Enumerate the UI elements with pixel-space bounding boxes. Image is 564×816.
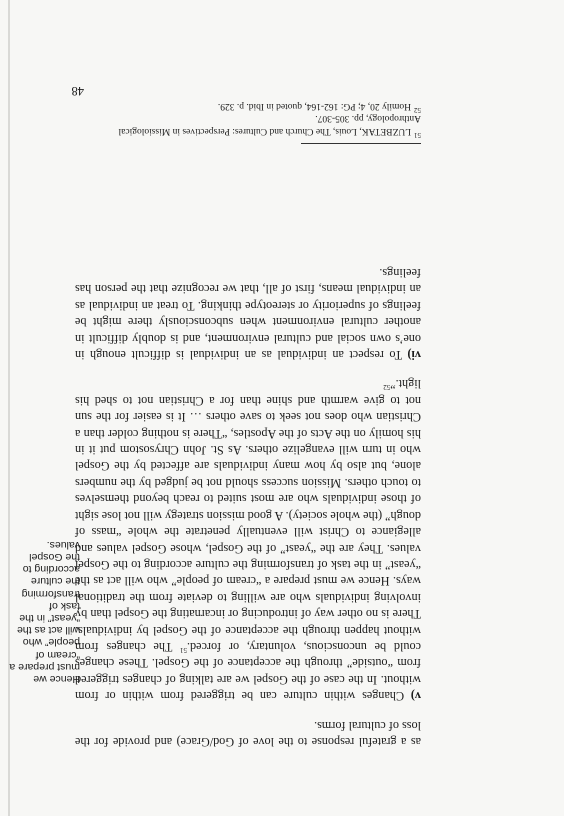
footnote-ref-52[interactable]: 52: [383, 383, 391, 392]
page-number: 48: [71, 84, 84, 98]
paragraph-intro-text: as a grateful response to the love of God/Grace) and provide for the loss of cultural forms.: [75, 718, 421, 749]
footnotes-section: [71, 100, 421, 138]
paragraph-intro: [75, 717, 421, 750]
paragraph-vi-text: To respect an individual as an individual is difficult enough in one’s own social and cultural environment, and is doubly difficult in another cultural environment when subconsciously there might be feelings of superiority or stereotype thinking. To treat an individual as an individual means, first of all, that we recognize that the person has feelings.: [75, 266, 421, 363]
paragraph-v-text: Changes within culture can be triggered from within or from without. In the case of the Gospel we are talking of changes triggered from “outside” through the acceptance of the Gospel. These changes could be unconscious, voluntary, or forced.: [75, 639, 421, 704]
footnote-text: LUZBETAK, Louis, The Church and Cultures: Perspectives in Missiological Anthropology, pp. 305-307.: [118, 113, 421, 136]
footnote-51: [71, 112, 421, 140]
paragraph-v: [75, 376, 421, 704]
margin-callout: Hence we must prepare a “cream of people” who will act as the “yeast” in the task of transforming the culture according to the Gospel values.: [9, 538, 80, 685]
footnote-text: Homily 20, 4; PG: 162-164, quoted in Ibid. p. 329.: [217, 101, 411, 111]
main-text-column: [75, 252, 421, 750]
footnote-separator: [301, 143, 421, 144]
footnote-number: 51: [414, 131, 421, 140]
paragraph-vi-marker: vi): [407, 348, 421, 363]
paragraph-vi: [75, 265, 421, 363]
paragraph-v-marker: v): [410, 689, 421, 704]
paragraph-v-continued: The changes from without happen through the acceptance of the Gospel by individuals. There is no other way of introducing or incarnating the Gospel than by involving individuals who are willing to deviate from the traditional ways. Hence we must prepare a “cream of people” who will act as the “yeast” in the task of transforming the culture according to the Gospel values. They are the “yeast” of the Gospel, whose Gospel values and allegiance to Christ will eventually penetrate the whole “mass of dough” (the whole society). A good mission strategy will not lose sight of those individuals who are most suited to reach beyond themselves to touch others. Mission success should not be judged by the numbers alone, but also by how many individuals are affected by the Gospel who in turn will evangelize others. As St. John Chrysostom put it in his homily on the Acts of the Apostles, “There is nothing colder than a Christian who does not seek to save others … It is easier for the sun not to give warmth and shine than for a Christian not to shed his light.”: [74, 377, 421, 654]
footnote-number: 52: [414, 106, 421, 115]
footnote-ref-51[interactable]: 51: [179, 646, 187, 655]
footnote-52: [71, 100, 421, 113]
